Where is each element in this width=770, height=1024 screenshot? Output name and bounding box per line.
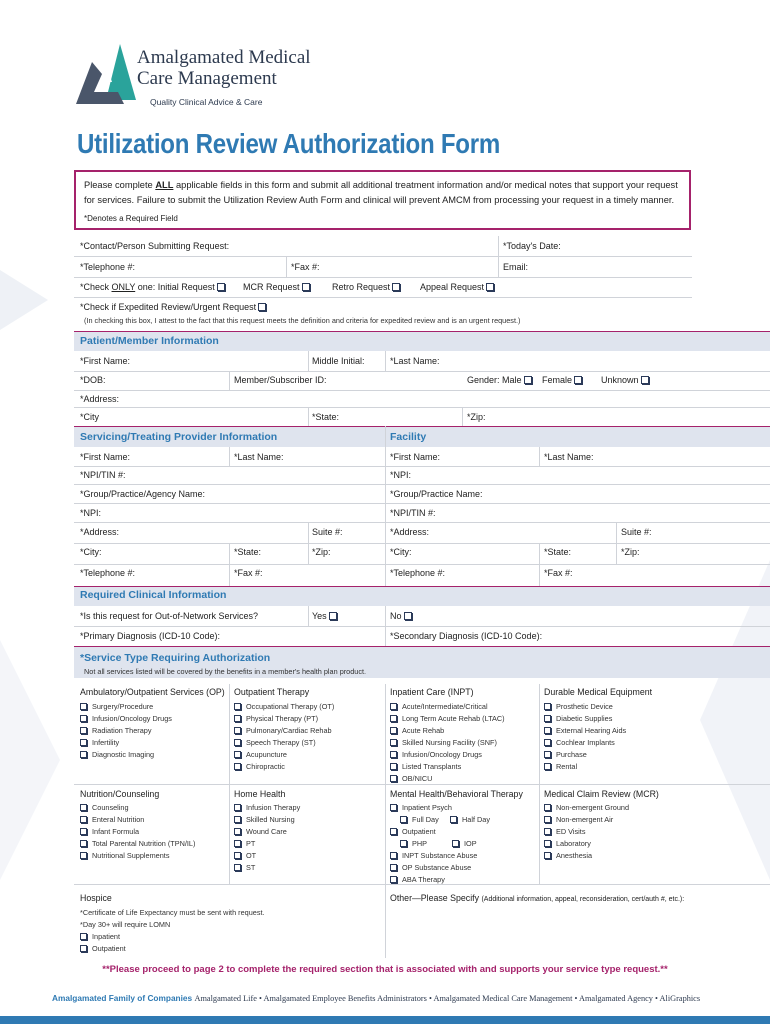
checkbox[interactable] [390, 751, 397, 758]
list-item[interactable]: Half Day [450, 815, 490, 824]
retro-request-checkbox[interactable] [392, 283, 400, 291]
checkbox[interactable] [390, 864, 397, 871]
list-item[interactable]: Full Day [400, 815, 439, 824]
checkbox[interactable] [544, 804, 551, 811]
list-item[interactable]: Anesthesia [544, 851, 592, 860]
checkbox[interactable] [544, 739, 551, 746]
checkbox[interactable] [80, 739, 87, 746]
facility-fax-label: *Fax #: [544, 568, 573, 578]
list-item[interactable]: OB/NICU [390, 774, 432, 783]
checkbox[interactable] [544, 840, 551, 847]
checkbox[interactable] [390, 739, 397, 746]
provider-telephone-label: *Telephone #: [80, 568, 136, 578]
list-item[interactable]: Prosthetic Device [544, 702, 613, 711]
list-item[interactable]: PHP [400, 839, 427, 848]
list-item[interactable]: Skilled Nursing Facility (SNF) [390, 738, 497, 747]
gender-unknown-option: Unknown [601, 375, 649, 386]
list-item[interactable]: Chiropractic [234, 762, 285, 771]
fax-label: *Fax #: [291, 262, 320, 272]
mcr-request-checkbox[interactable] [302, 283, 310, 291]
out-of-network-label: *Is this request for Out-of-Network Services? [80, 611, 259, 621]
list-item[interactable]: Speech Therapy (ST) [234, 738, 316, 747]
service-type-heading: *Service Type Requiring Authorization [80, 652, 271, 664]
checkbox[interactable] [544, 828, 551, 835]
checkbox[interactable] [234, 840, 241, 847]
hospice-note-2: *Day 30+ will require LOMN [80, 920, 171, 929]
list-item[interactable]: External Hearing Aids [544, 726, 626, 735]
appeal-request-checkbox[interactable] [486, 283, 494, 291]
provider-state-label: *State: [234, 547, 262, 557]
list-item[interactable]: Laboratory [544, 839, 591, 848]
list-item[interactable]: Pulmonary/Cardiac Rehab [234, 726, 332, 735]
checkbox[interactable] [390, 763, 397, 770]
facility-address-label: *Address: [390, 527, 430, 537]
facility-suite-label: Suite #: [621, 527, 652, 537]
retro-request-option: Retro Request [332, 282, 400, 293]
list-item[interactable]: Enteral Nutrition [80, 815, 144, 824]
list-item[interactable]: Infusion/Oncology Drugs [390, 750, 482, 759]
list-item[interactable]: Purchase [544, 750, 587, 759]
provider-last-name-label: *Last Name: [234, 452, 284, 462]
facility-zip-label: *Zip: [621, 547, 640, 557]
patient-last-name-label: *Last Name: [390, 356, 440, 366]
checkbox[interactable] [80, 703, 87, 710]
instructions-text: Please complete ALL applicable fields in this form and submit all additional treatment information and/or medical notes that support your request for services. Failure to submit the Utilization Review Auth Form and clinical will prevent AMCM from processing your request in a timely manner. [84, 180, 678, 205]
provider-first-name-label: *First Name: [80, 452, 131, 462]
provider-zip-label: *Zip: [312, 547, 331, 557]
checkbox[interactable] [234, 739, 241, 746]
list-item[interactable]: Radiation Therapy [80, 726, 152, 735]
contact-label: *Contact/Person Submitting Request: [80, 241, 230, 251]
checkbox[interactable] [400, 816, 407, 823]
unknown-checkbox[interactable] [641, 376, 649, 384]
checkbox[interactable] [80, 816, 87, 823]
list-item[interactable]: Rental [544, 762, 577, 771]
patient-address-label: *Address: [80, 394, 120, 404]
checkbox[interactable] [234, 828, 241, 835]
checkbox[interactable] [544, 715, 551, 722]
claim-review-heading: Medical Claim Review (MCR) [544, 789, 659, 799]
hospice-note-1: *Certificate of Life Expectancy must be sent with request. [80, 908, 265, 917]
bottom-bar [0, 1016, 770, 1024]
list-item[interactable]: ED Visits [544, 827, 585, 836]
service-type-note: Not all services listed will be covered by the benefits in a member's health plan product. [84, 667, 367, 676]
expedited-checkbox[interactable] [258, 303, 266, 311]
required-note: *Denotes a Required Field [84, 214, 178, 223]
list-item[interactable]: OT [234, 851, 256, 860]
oon-yes-checkbox[interactable] [329, 612, 337, 620]
checkbox[interactable] [452, 840, 459, 847]
facility-npi-tin-label: *NPI/TIN #: [390, 508, 436, 518]
list-item[interactable]: Infertility [80, 738, 119, 747]
member-id-label: Member/Subscriber ID: [234, 375, 327, 385]
telephone-label: *Telephone #: [80, 262, 136, 272]
nutrition-heading: Nutrition/Counseling [80, 789, 160, 799]
provider-section-heading: Servicing/Treating Provider Information [80, 431, 278, 443]
patient-section-heading: Patient/Member Information [80, 335, 219, 347]
provider-npi-label: *NPI: [80, 508, 102, 518]
checkbox[interactable] [80, 933, 87, 940]
checkbox[interactable] [80, 804, 87, 811]
checkbox[interactable] [234, 763, 241, 770]
checkbox[interactable] [80, 945, 87, 952]
list-item[interactable]: PT [234, 839, 255, 848]
checkbox[interactable] [390, 828, 397, 835]
list-item[interactable]: Inpatient [80, 932, 120, 941]
facility-last-name-label: *Last Name: [544, 452, 594, 462]
checkbox[interactable] [390, 775, 397, 782]
checkbox[interactable] [544, 727, 551, 734]
checkbox[interactable] [234, 816, 241, 823]
facility-section-heading: Facility [390, 431, 427, 443]
checkbox[interactable] [390, 876, 397, 883]
brand-name-line1: Amalgamated Medical [137, 47, 311, 68]
appeal-request-option: Appeal Request [420, 282, 494, 293]
gender-male-option: Gender: Male [467, 375, 532, 386]
checkbox[interactable] [390, 804, 397, 811]
list-item[interactable]: Infusion/Oncology Drugs [80, 714, 172, 723]
checkbox[interactable] [234, 852, 241, 859]
list-item[interactable]: Outpatient [390, 827, 436, 836]
list-item[interactable]: ST [234, 863, 255, 872]
brand-name-line2: Care Management [137, 68, 277, 89]
facility-state-label: *State: [544, 547, 572, 557]
provider-group-label: *Group/Practice/Agency Name: [80, 489, 206, 499]
facility-first-name-label: *First Name: [390, 452, 441, 462]
expedited-option: *Check if Expedited Review/Urgent Request [80, 302, 266, 313]
instructions-box [74, 170, 691, 230]
facility-telephone-label: *Telephone #: [390, 568, 446, 578]
list-item[interactable]: Non-emergent Air [544, 815, 613, 824]
inpatient-care-heading: Inpatient Care (INPT) [390, 687, 474, 697]
list-item[interactable]: Acute Rehab [390, 726, 444, 735]
list-item[interactable]: Diagnostic Imaging [80, 750, 154, 759]
checkbox[interactable] [80, 852, 87, 859]
list-item[interactable]: Nutritional Supplements [80, 851, 169, 860]
outpatient-therapy-heading: Outpatient Therapy [234, 687, 310, 697]
list-item[interactable]: ABA Therapy [390, 875, 445, 884]
list-item[interactable]: Physical Therapy (PT) [234, 714, 318, 723]
email-label: Email: [503, 262, 529, 272]
checkbox[interactable] [80, 828, 87, 835]
list-item[interactable]: Long Term Acute Rehab (LTAC) [390, 714, 505, 723]
list-item[interactable]: Infusion Therapy [234, 803, 300, 812]
ambulatory-heading: Ambulatory/Outpatient Services (OP) [80, 687, 225, 697]
checkbox[interactable] [544, 703, 551, 710]
checkbox[interactable] [234, 751, 241, 758]
checkbox[interactable] [544, 852, 551, 859]
list-item[interactable]: Infant Formula [80, 827, 139, 836]
list-item[interactable]: Skilled Nursing [234, 815, 295, 824]
provider-fax-label: *Fax #: [234, 568, 263, 578]
list-item[interactable]: Acupuncture [234, 750, 287, 759]
female-checkbox[interactable] [574, 376, 582, 384]
checkbox[interactable] [544, 763, 551, 770]
gender-female-option: Female [542, 375, 582, 386]
list-item[interactable]: Surgery/Procedure [80, 702, 153, 711]
checkbox[interactable] [80, 751, 87, 758]
checkbox[interactable] [234, 864, 241, 871]
checkbox[interactable] [544, 816, 551, 823]
list-item[interactable]: Diabetic Supplies [544, 714, 612, 723]
provider-npi-tin-label: *NPI/TIN #: [80, 470, 126, 480]
brand-tagline: Quality Clinical Advice & Care [150, 97, 263, 107]
oon-no-checkbox[interactable] [404, 612, 412, 620]
list-item[interactable]: Outpatient [80, 944, 126, 953]
facility-npi-label: *NPI: [390, 470, 412, 480]
todays-date-label: *Today's Date: [503, 241, 561, 251]
primary-diagnosis-label: *Primary Diagnosis (ICD-10 Code): [80, 631, 221, 641]
list-item[interactable]: Acute/Intermediate/Critical [390, 702, 488, 711]
provider-suite-label: Suite #: [312, 527, 343, 537]
expedited-note: (In checking this box, I attest to the fact that this request meets the definition and criteria for expedited review and is an urgent request.) [84, 316, 521, 325]
checkbox[interactable] [544, 751, 551, 758]
initial-request-checkbox[interactable] [217, 283, 225, 291]
provider-address-label: *Address: [80, 527, 120, 537]
checkbox[interactable] [80, 727, 87, 734]
dme-heading: Durable Medical Equipment [544, 687, 653, 697]
patient-first-name-label: *First Name: [80, 356, 131, 366]
list-item[interactable]: Inpatient Psych [390, 803, 452, 812]
checkbox[interactable] [80, 715, 87, 722]
patient-city-label: *City [80, 412, 100, 422]
facility-city-label: *City: [390, 547, 412, 557]
patient-dob-label: *DOB: [80, 375, 106, 385]
list-item[interactable]: Cochlear Implants [544, 738, 615, 747]
mcr-request-option: MCR Request [243, 282, 310, 293]
checkbox[interactable] [400, 840, 407, 847]
list-item[interactable]: Listed Transplants [390, 762, 461, 771]
checkbox[interactable] [234, 715, 241, 722]
request-type-label: *Check ONLY one: Initial Request [80, 282, 225, 293]
patient-state-label: *State: [312, 412, 340, 422]
male-checkbox[interactable] [524, 376, 532, 384]
list-item[interactable]: Occupational Therapy (OT) [234, 702, 334, 711]
footer-companies: Amalgamated Family of Companies Amalgamated Life • Amalgamated Employee Benefits Administrators • Amalgamated Medical Care Management • Amalgamated Agency • AliGraphics [52, 993, 701, 1003]
instructions-emphasis: ALL [155, 180, 174, 190]
list-item[interactable]: OP Substance Abuse [390, 863, 471, 872]
other-specify-heading: Other—Please Specify (Additional information, appeal, reconsideration, cert/auth #, etc.): [390, 893, 685, 903]
checkbox[interactable] [234, 804, 241, 811]
clinical-section-heading: Required Clinical Information [80, 589, 227, 601]
checkbox[interactable] [234, 727, 241, 734]
proceed-message: **Please proceed to page 2 to complete the required section that is associated with and supports your service type request.** [102, 964, 668, 975]
checkbox[interactable] [80, 840, 87, 847]
hospice-heading: Hospice [80, 893, 112, 903]
checkbox[interactable] [390, 703, 397, 710]
checkbox[interactable] [390, 852, 397, 859]
home-health-heading: Home Health [234, 789, 286, 799]
checkbox[interactable] [234, 703, 241, 710]
mental-health-heading: Mental Health/Behavioral Therapy [390, 789, 523, 799]
oon-no-option: No [390, 611, 412, 622]
checkbox[interactable] [390, 715, 397, 722]
list-item[interactable]: Total Parental Nutrition (TPN/IL) [80, 839, 195, 848]
oon-yes-option: Yes [312, 611, 337, 622]
list-item[interactable]: IOP [452, 839, 477, 848]
patient-zip-label: *Zip: [467, 412, 486, 422]
provider-city-label: *City: [80, 547, 102, 557]
list-item[interactable]: Non-emergent Ground [544, 803, 629, 812]
patient-middle-initial-label: Middle Initial: [312, 356, 365, 366]
secondary-diagnosis-label: *Secondary Diagnosis (ICD-10 Code): [390, 631, 543, 641]
facility-group-label: *Group/Practice Name: [390, 489, 483, 499]
amcm-logo-icon [76, 44, 136, 106]
list-item[interactable]: Counseling [80, 803, 129, 812]
page-title: Utilization Review Authorization Form [77, 128, 501, 159]
checkbox[interactable] [390, 727, 397, 734]
list-item[interactable]: INPT Substance Abuse [390, 851, 477, 860]
checkbox[interactable] [450, 816, 457, 823]
list-item[interactable]: Wound Care [234, 827, 287, 836]
